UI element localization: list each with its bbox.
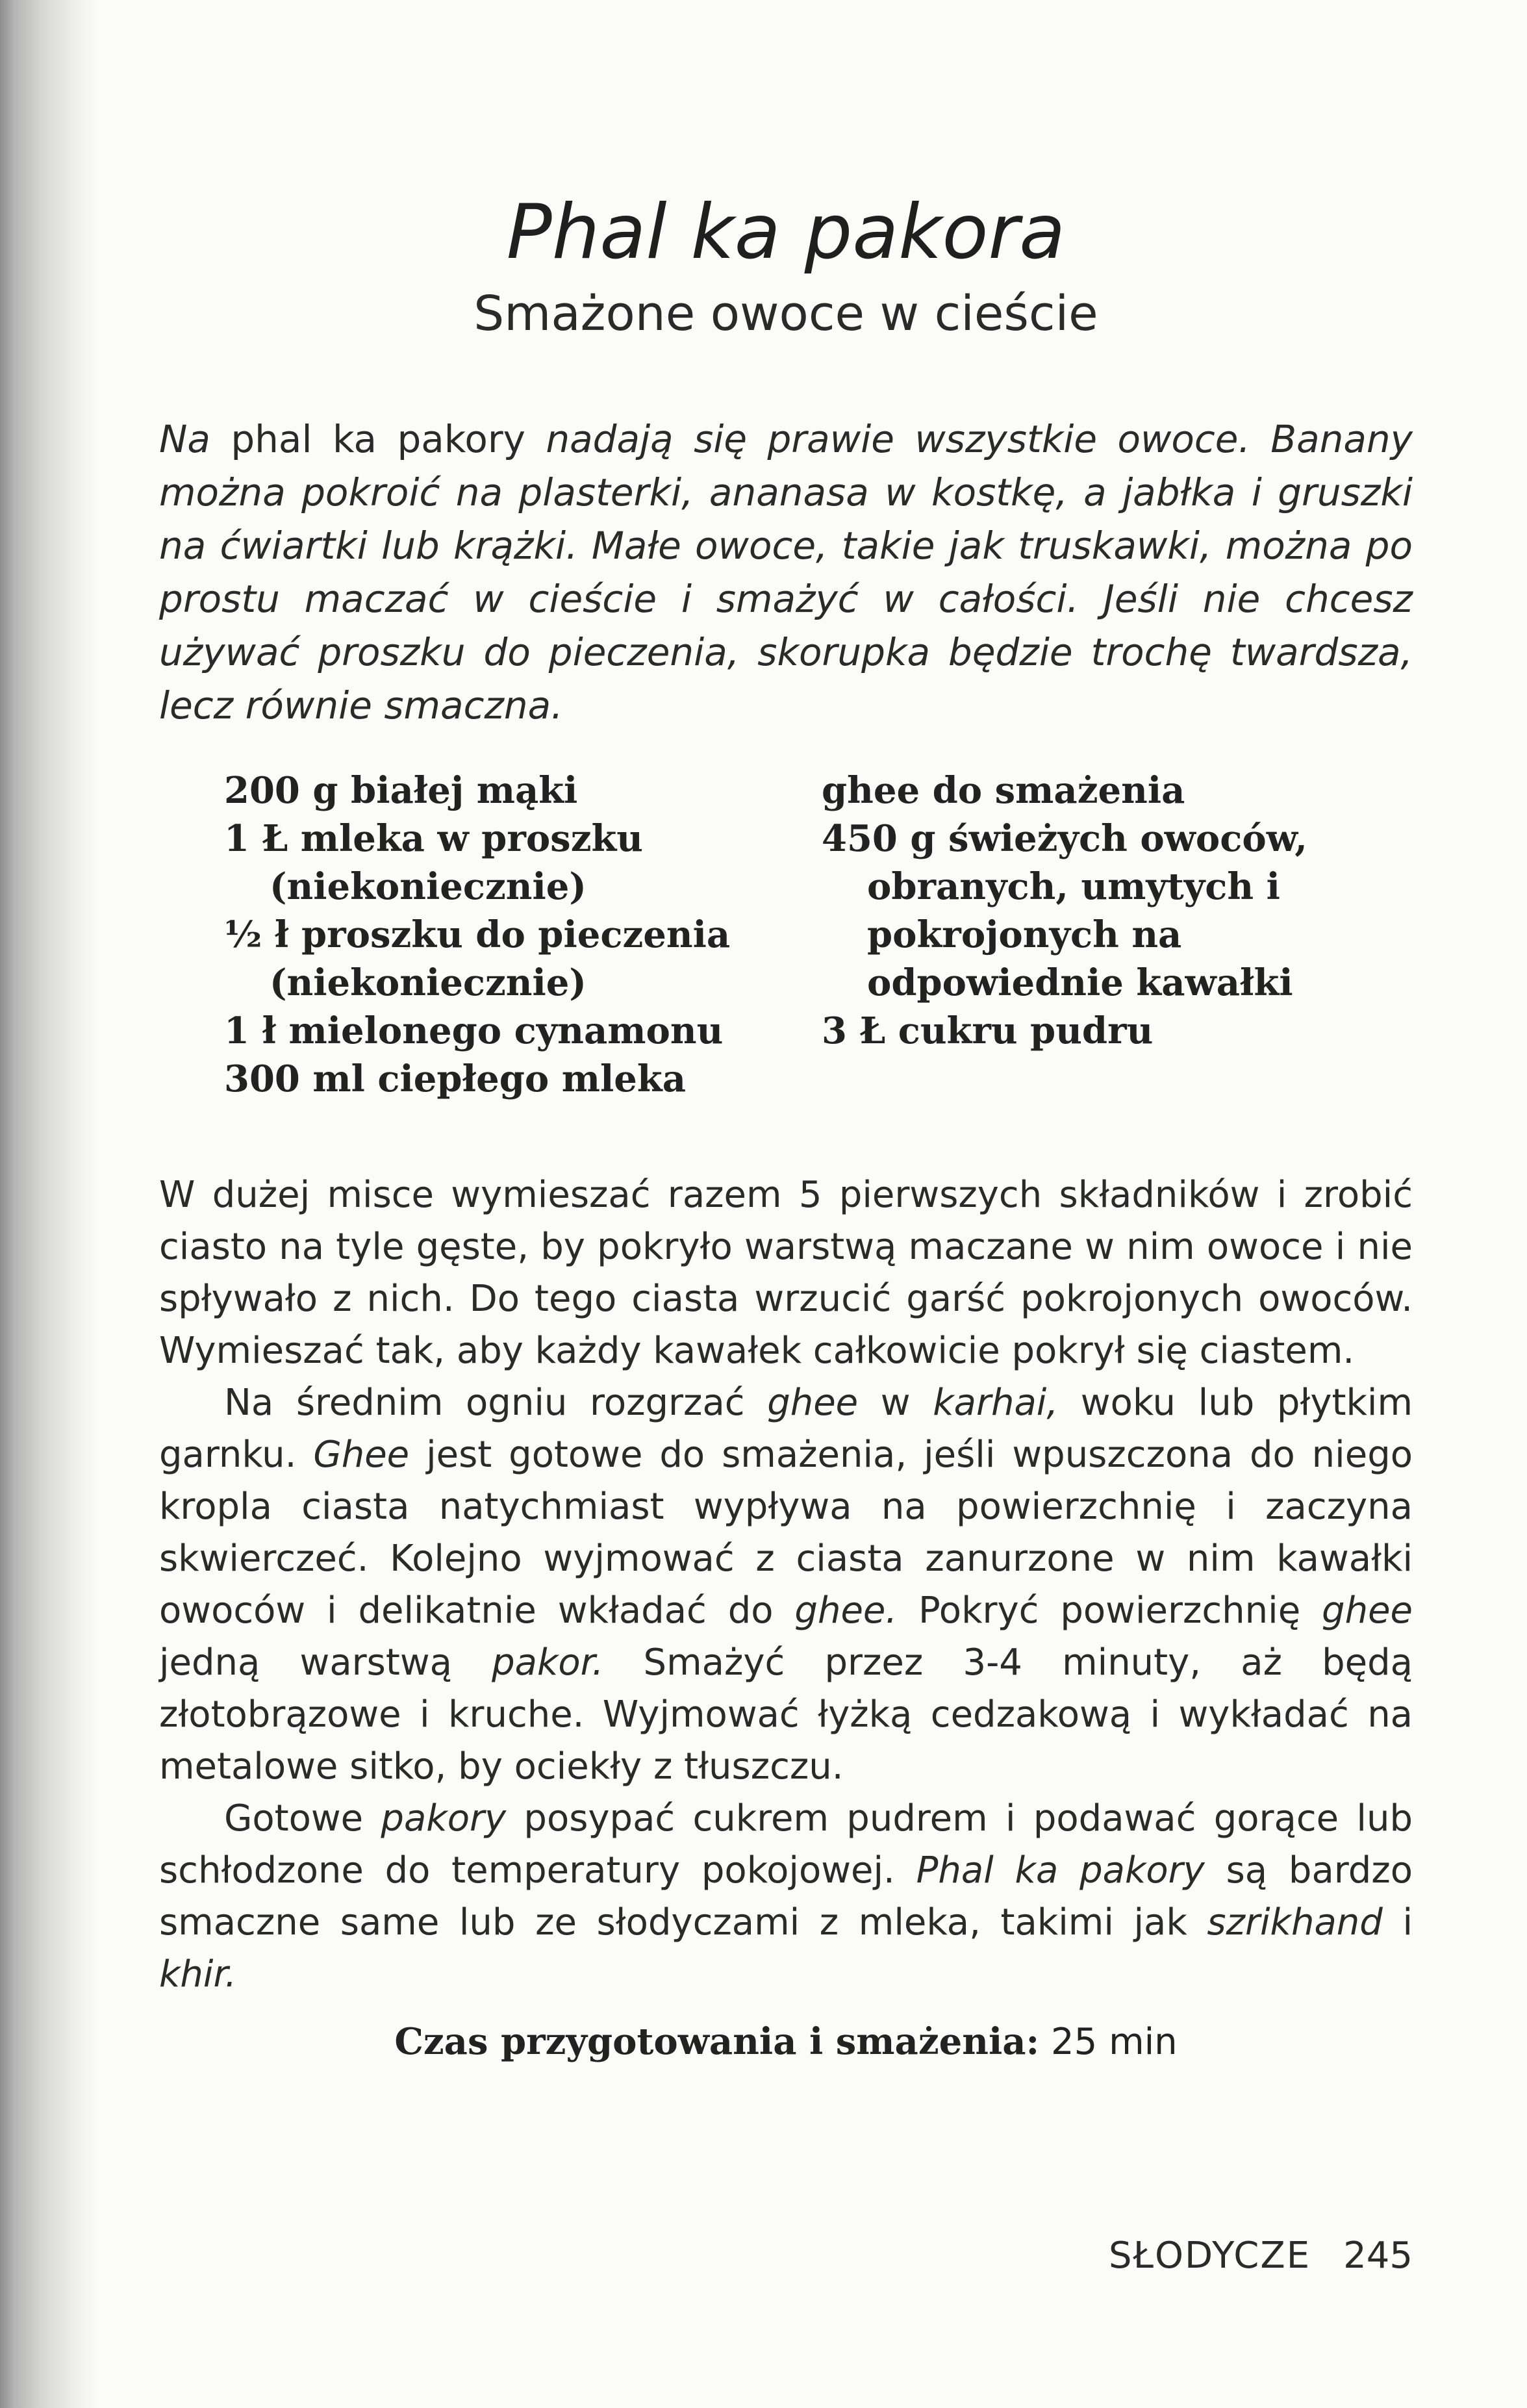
method-segment: ghee.: [794, 1590, 898, 1632]
method-paragraph: [159, 1793, 1413, 2001]
method-segment: ghee: [767, 1382, 859, 1424]
method-segment: Smażyć przez 3-4 minuty, aż będą złotobrązowe i kruche. Wyjmować łyżką cedzakową i wykładać na metalowe sitko, by ociekły z tłuszczu.: [159, 1641, 1413, 1788]
method-segment: pakory: [381, 1797, 507, 1840]
method-segment: Pokryć powierzchnię: [897, 1590, 1322, 1632]
book-spine-shadow: [0, 0, 97, 2408]
ingredient-item: 200 g białej mąki: [224, 769, 578, 812]
ingredient-item: 300 ml ciepłego mleka: [224, 1058, 686, 1100]
method-segment: i: [1382, 1901, 1413, 1944]
ingredient-item: ½ ł proszku do pieczenia (niekoniecznie): [224, 913, 731, 1004]
page-footer: [1109, 2235, 1413, 2277]
method-segment: w: [858, 1382, 933, 1424]
method-segment: pakor.: [492, 1641, 604, 1684]
prep-time-value: 25 min: [1051, 2021, 1178, 2063]
book-page: [159, 0, 1413, 2408]
method-segment: są bardzo smaczne same lub ze słodyczami z mleka, takimi jak: [159, 1849, 1413, 1944]
method-segment: Gotowe: [224, 1797, 381, 1840]
method-segment: jest gotowe do smażenia, jeśli wpuszczona do niego kropla ciasta natychmiast wypływa na powierzchnię i zaczyna skwierczeć. Kolejno wyjmować z ciasta zanurzone w nim kawałki owoców i delikatnie wkładać do: [159, 1434, 1413, 1632]
method-segment: ghee: [1322, 1590, 1413, 1632]
method-paragraph: [159, 1169, 1413, 1377]
ingredients-list: [224, 767, 1393, 1130]
ingredient-item: 1 ł mielonego cynamonu: [224, 1009, 724, 1052]
page-number: 245: [1343, 2235, 1413, 2277]
recipe-title: Phal ka pakora: [506, 188, 1066, 276]
method-segment: posypać cukrem pudrem i podawać gorące lub schłodzone do temperatury pokojowej.: [159, 1797, 1413, 1892]
method-segment: Ghee: [313, 1434, 410, 1476]
recipe-method: [159, 1169, 1413, 2001]
method-segment: Phal ka pakory: [916, 1849, 1205, 1892]
intro-segment: nadają się prawie wszystkie owoce. Banany można pokroić na plasterki, ananasa w kostkę, a jabłka i gruszki na ćwiartki lub krążki. Małe owoce, takie jak truskawki, można po prostu maczać w cieście i smażyć w całości. Jeśli nie chcesz używać proszku do pieczenia, skorupka będzie trochę twardsza, lecz równie smaczna.: [159, 417, 1413, 728]
intro-segment: phal ka pakory: [210, 417, 546, 461]
method-segment: khir.: [159, 1953, 237, 1996]
method-segment: karhai,: [933, 1382, 1059, 1424]
method-segment: szrikhand: [1207, 1901, 1383, 1944]
ingredient-item: ghee do smażenia: [822, 769, 1185, 812]
ingredient-item: 450 g świeżych owoców, obranych, umytych i pokrojonych na odpowiednie kawałki: [822, 817, 1307, 1004]
method-segment: W dużej misce wymieszać razem 5 pierwszych składników i zrobić ciasto na tyle gęste, by pokryło warstwą maczane w nim owoce i nie spływało z nich. Do tego ciasta wrzucić garść pokrojonych owoców. Wymieszać tak, aby każdy kawałek całkowicie pokrył się ciastem.: [159, 1174, 1413, 1372]
recipe-subtitle: Smażone owoce w cieście: [473, 286, 1098, 342]
ingredient-item: 1 Ł mleka w proszku (niekoniecznie): [224, 817, 644, 908]
prep-time: [159, 2020, 1413, 2063]
recipe-intro: [159, 412, 1413, 732]
intro-segment: Na: [159, 417, 210, 461]
method-segment: woku lub płytkim garnku.: [159, 1382, 1413, 1476]
ingredient-item: 3 Ł cukru pudru: [822, 1009, 1154, 1052]
method-segment: jedną warstwą: [159, 1641, 492, 1684]
ingredients-column-left: [224, 767, 783, 1103]
method-segment: Na średnim ogniu rozgrzać: [224, 1382, 768, 1424]
ingredients-column-right: [822, 767, 1393, 1055]
prep-time-label: Czas przygotowania i smażenia:: [394, 2020, 1040, 2063]
section-name: SŁODYCZE: [1108, 2235, 1311, 2277]
method-paragraph: [159, 1377, 1413, 1793]
